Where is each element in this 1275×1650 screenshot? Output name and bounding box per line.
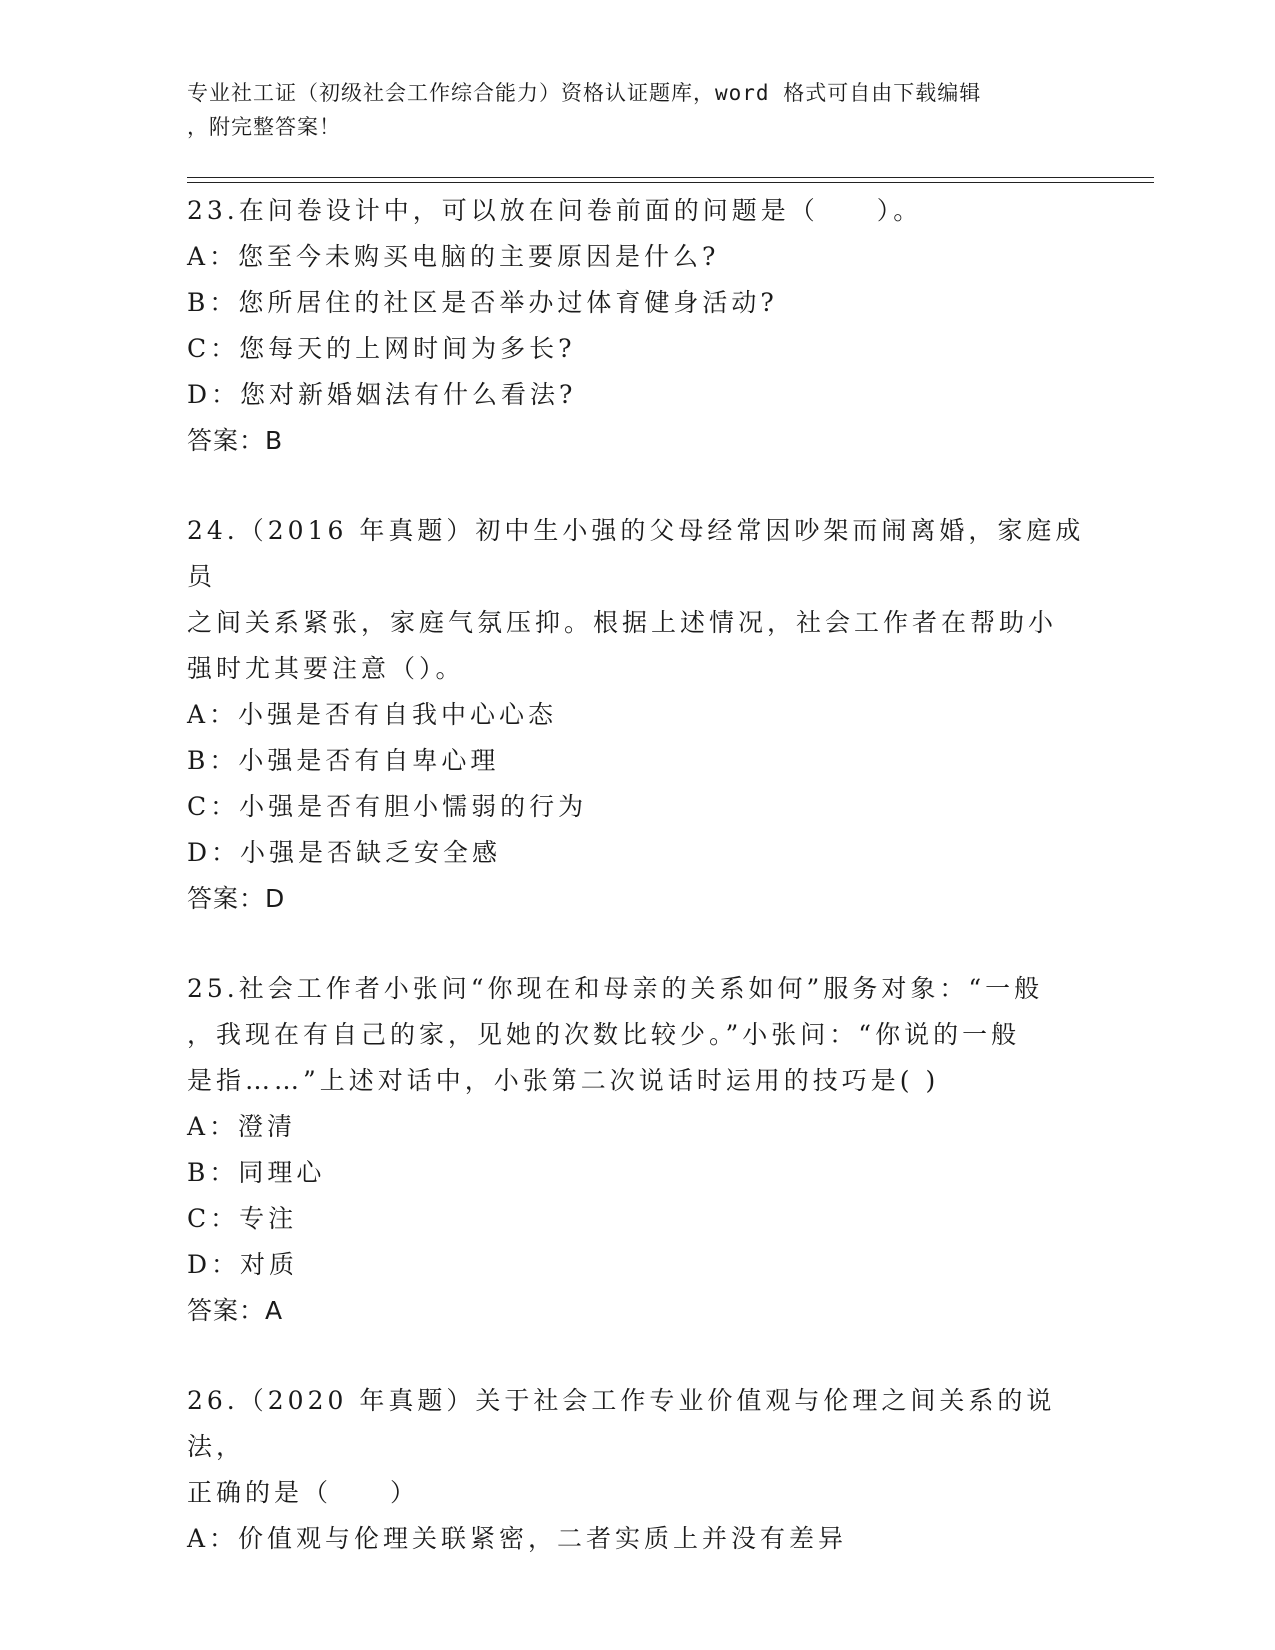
question-26 (187, 1378, 1087, 1562)
option-d: D：对质 (187, 1250, 299, 1279)
header-line-1: 专业社工证（初级社会工作综合能力）资格认证题库，word 格式可自由下载编辑 (187, 81, 982, 105)
question-23 (187, 188, 1087, 464)
question-stem-line: ，我现在有自己的家，见她的次数比较少。”小张问：“你说的一般 (187, 1020, 1021, 1049)
answer-line: 答案：A (187, 1296, 284, 1325)
option-b: B：同理心 (187, 1158, 326, 1187)
header-line-2: ，附完整答案！ (187, 115, 341, 139)
question-stem-line: 24.（2016 年真题）初中生小强的父母经常因吵架而闹离婚，家庭成员 (187, 516, 1085, 591)
option-a: A：您至今未购买电脑的主要原因是什么? (187, 242, 720, 271)
option-d: D：小强是否缺乏安全感 (187, 838, 502, 867)
question-25 (187, 966, 1087, 1334)
answer-line: 答案：D (187, 884, 286, 913)
question-stem-line: 是指……”上述对话中，小张第二次说话时运用的技巧是( ) (187, 1066, 940, 1095)
question-stem-line: 正确的是（ ） (187, 1478, 420, 1507)
header-divider-top (187, 177, 1154, 178)
question-stem-line: 23.在问卷设计中，可以放在问卷前面的问题是（ ）。 (187, 196, 923, 225)
option-d: D：您对新婚姻法有什么看法? (187, 380, 577, 409)
option-c: C：您每天的上网时间为多长? (187, 334, 576, 363)
answer-line: 答案：B (187, 426, 284, 455)
option-a: A：澄清 (187, 1112, 297, 1141)
option-b: B：小强是否有自卑心理 (187, 746, 500, 775)
question-list (187, 188, 1087, 1562)
question-24 (187, 508, 1087, 922)
question-stem-line: 25.社会工作者小张问“你现在和母亲的关系如何”服务对象：“一般 (187, 974, 1044, 1003)
question-stem-line: 26.（2020 年真题）关于社会工作专业价值观与伦理之间关系的说法， (187, 1386, 1056, 1461)
option-a: A：小强是否有自我中心心态 (187, 700, 558, 729)
question-stem-line: 强时尤其要注意（）。 (187, 654, 465, 683)
option-c: C：小强是否有胆小懦弱的行为 (187, 792, 588, 821)
option-b: B：您所居住的社区是否举办过体育健身活动? (187, 288, 778, 317)
option-c: C：专注 (187, 1204, 298, 1233)
header-divider-bottom (187, 182, 1154, 183)
question-stem-line: 之间关系紧张，家庭气氛压抑。根据上述情况，社会工作者在帮助小 (187, 608, 1058, 637)
option-a: A：价值观与伦理关联紧密，二者实质上并没有差异 (187, 1524, 848, 1553)
document-header (187, 76, 1077, 144)
